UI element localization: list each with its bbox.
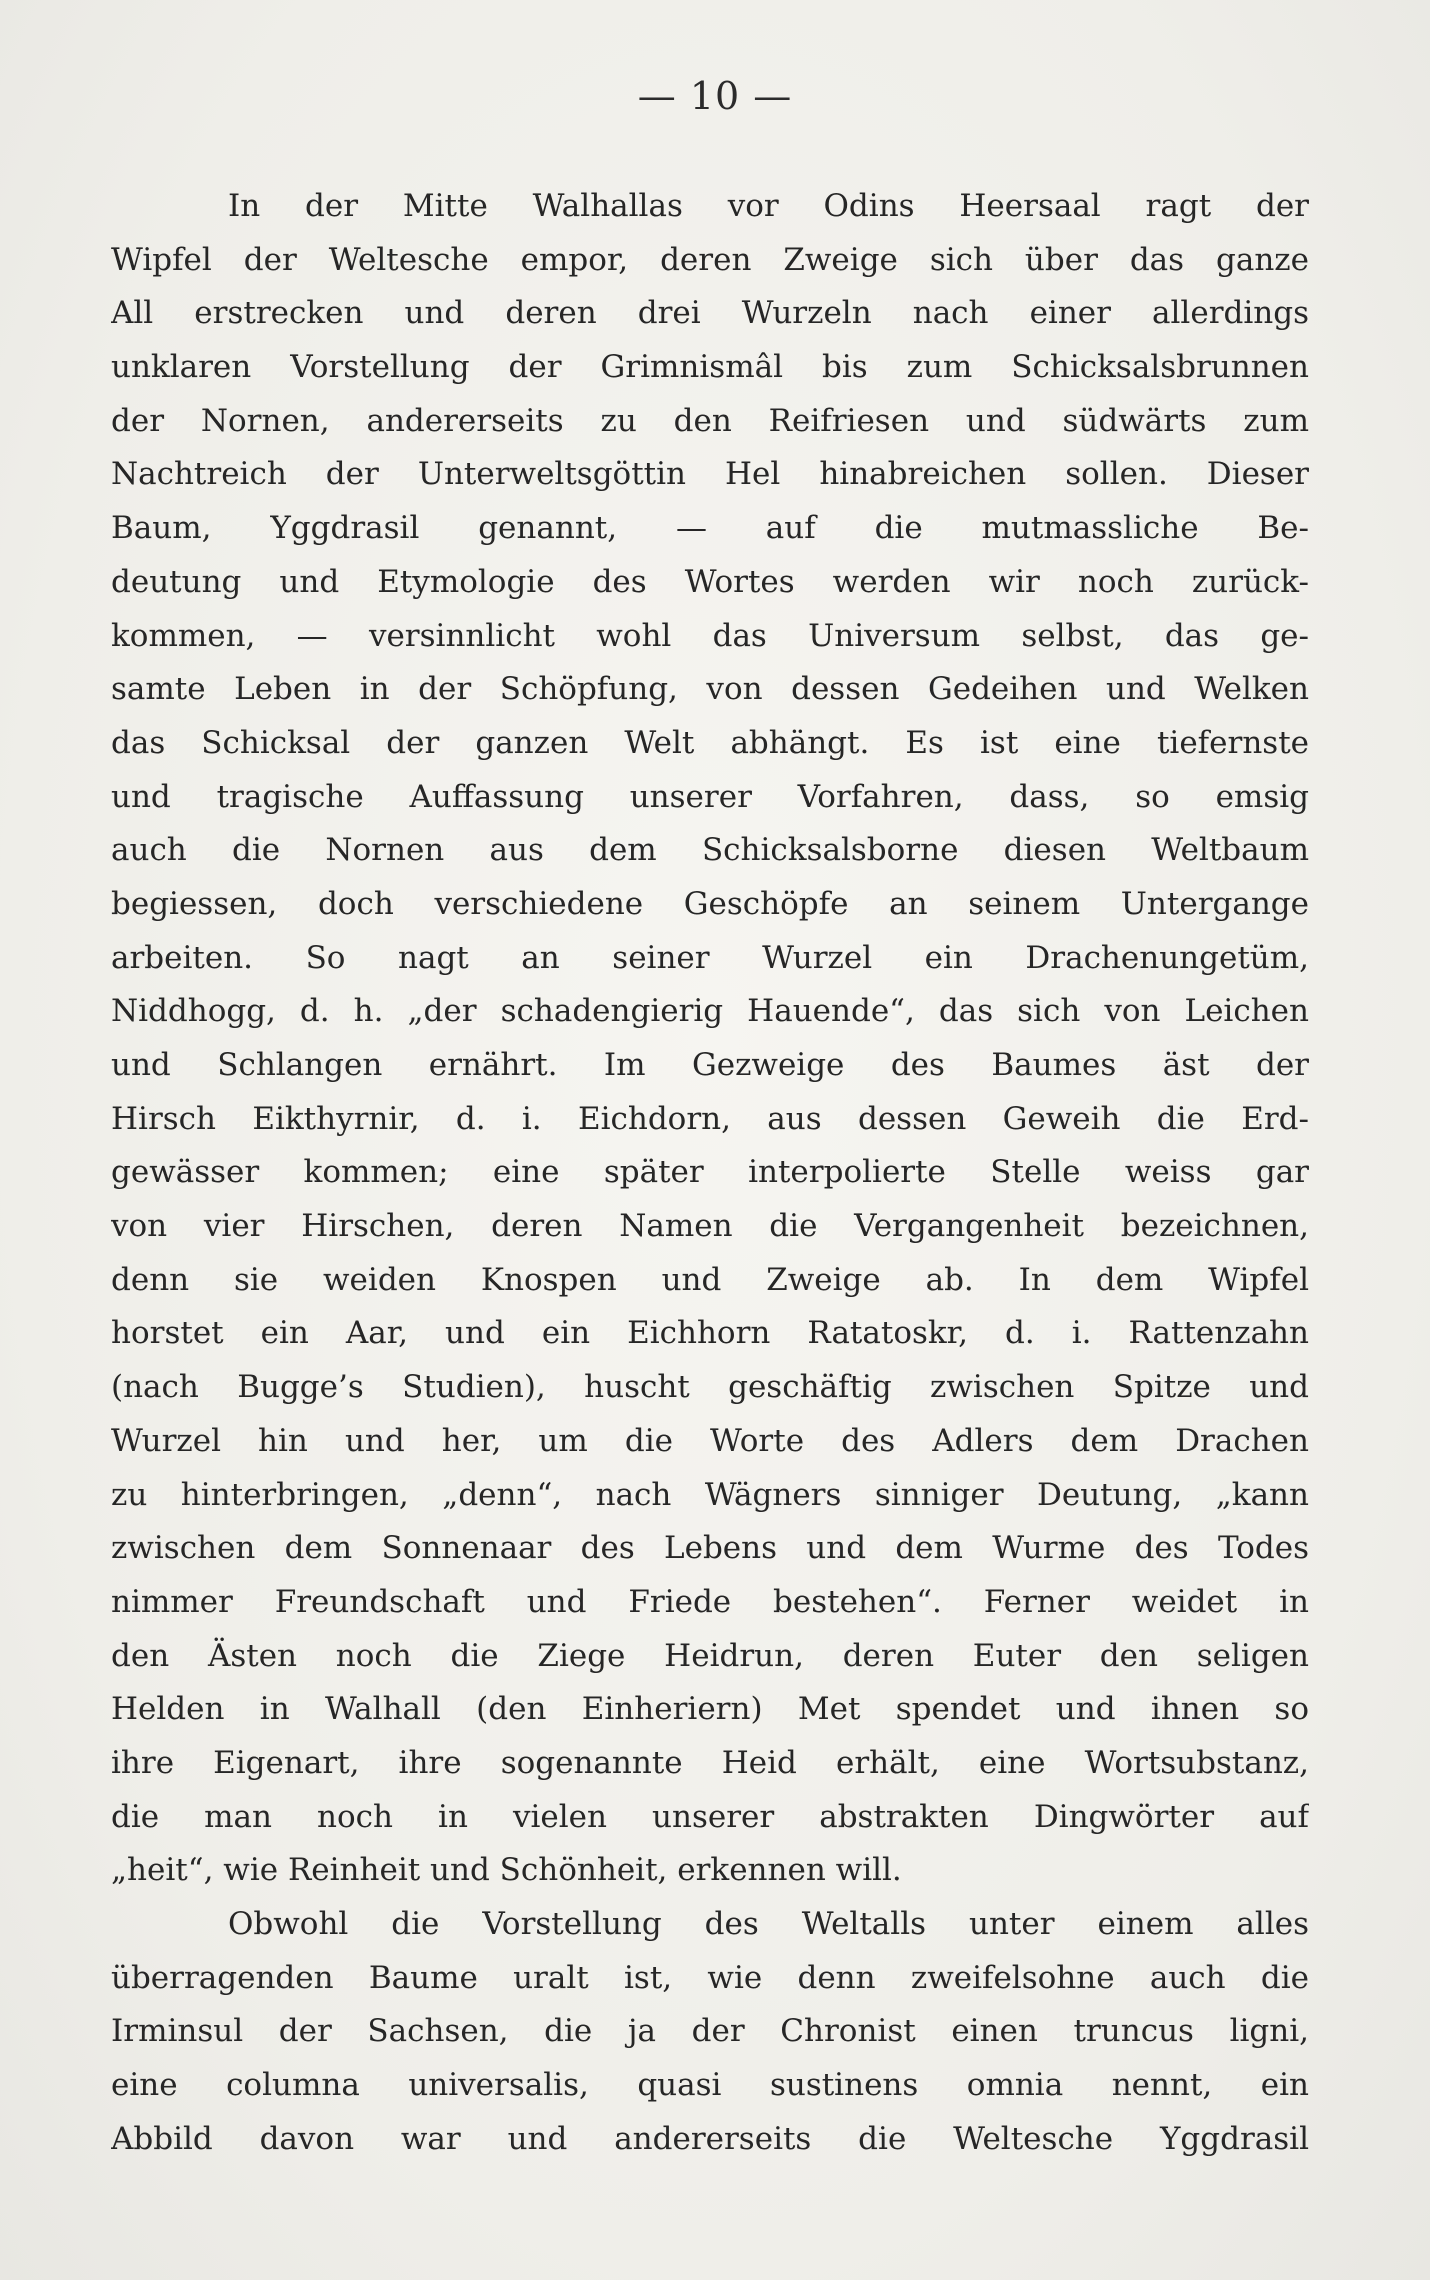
text-line: Nachtreich der Unterweltsgöttin Hel hinabreichen sollen. Dieser	[111, 456, 1309, 493]
page-number: — 10 —	[637, 74, 793, 118]
text-line: ihre Eigenart, ihre sogenannte Heid erhält, eine Wortsubstanz,	[111, 1744, 1309, 1781]
text-line: samte Leben in der Schöpfung, von dessen Gedeihen und Welken	[111, 671, 1309, 708]
text-line: die man noch in vielen unserer abstrakten Dingwörter auf	[111, 1798, 1309, 1835]
text-line: auch die Nornen aus dem Schicksalsborne diesen Weltbaum	[111, 832, 1309, 869]
text-line: Hirsch Eikthyrnir, d. i. Eichdorn, aus dessen Geweih die Erd-	[111, 1100, 1309, 1137]
text-line: überragenden Baume uralt ist, wie denn zweifelsohne auch die	[111, 1959, 1309, 1996]
text-line: und Schlangen ernährt. Im Gezweige des Baumes äst der	[111, 1047, 1309, 1083]
text-line: Helden in Walhall (den Einheriern) Met spendet und ihnen so	[111, 1691, 1309, 1728]
text-line: Abbild davon war und andererseits die Weltesche Yggdrasil	[111, 2120, 1309, 2157]
text-line: Wurzel hin und her, um die Worte des Adlers dem Drachen	[111, 1422, 1309, 1459]
text-line: gewässer kommen; eine später interpolierte Stelle weiss gar	[111, 1154, 1309, 1191]
text-line: (nach Bugge’s Studien), huscht geschäftig zwischen Spitze und	[111, 1369, 1309, 1406]
text-line: Baum, Yggdrasil genannt, — auf die mutmassliche Be-	[111, 510, 1309, 547]
text-line: begiessen, doch verschiedene Geschöpfe an seinem Untergange	[111, 885, 1309, 922]
text-line: unklaren Vorstellung der Grimnismâl bis zum Schicksalsbrunnen	[111, 349, 1309, 386]
text-line: der Nornen, andererseits zu den Reifriesen und südwärts zum	[111, 402, 1309, 439]
body-text	[111, 180, 1309, 2166]
text-line: von vier Hirschen, deren Namen die Vergangenheit bezeichnen,	[111, 1208, 1309, 1245]
text-line: zu hinterbringen, „denn“, nach Wägners sinniger Deutung, „kann	[111, 1476, 1309, 1513]
text-line: das Schicksal der ganzen Welt abhängt. Es ist eine tiefernste	[111, 724, 1309, 761]
text-line: horstet ein Aar, und ein Eichhorn Ratatoskr, d. i. Rattenzahn	[111, 1315, 1309, 1352]
text-line: In der Mitte Walhallas vor Odins Heersaal ragt der	[228, 188, 1309, 224]
text-line: Obwohl die Vorstellung des Weltalls unter einem alles	[228, 1906, 1309, 1942]
text-line: Niddhogg, d. h. „der schadengierig Hauende“, das sich von Leichen	[111, 993, 1309, 1030]
text-line: und tragische Auffassung unserer Vorfahren, dass, so emsig	[111, 778, 1309, 815]
text-line: arbeiten. So nagt an seiner Wurzel ein Drachenungetüm,	[111, 939, 1309, 976]
text-line: „heit“, wie Reinheit und Schönheit, erkennen will.	[111, 1852, 902, 1889]
text-line: kommen, — versinnlicht wohl das Universum selbst, das ge-	[111, 617, 1309, 654]
text-line: denn sie weiden Knospen und Zweige ab. In dem Wipfel	[111, 1261, 1309, 1298]
text-line: Irminsul der Sachsen, die ja der Chronist einen truncus ligni,	[111, 2013, 1309, 2050]
text-line: All erstrecken und deren drei Wurzeln nach einer allerdings	[111, 295, 1309, 332]
text-line: den Ästen noch die Ziege Heidrun, deren Euter den seligen	[111, 1637, 1309, 1674]
text-line: deutung und Etymologie des Wortes werden wir noch zurück-	[111, 563, 1309, 600]
text-line: zwischen dem Sonnenaar des Lebens und dem Wurme des Todes	[111, 1530, 1309, 1567]
text-line: Wipfel der Weltesche empor, deren Zweige sich über das ganze	[111, 241, 1309, 278]
text-line: nimmer Freundschaft und Friede bestehen“. Ferner weidet in	[111, 1583, 1309, 1620]
text-line: eine columna universalis, quasi sustinens omnia nennt, ein	[111, 2067, 1309, 2104]
